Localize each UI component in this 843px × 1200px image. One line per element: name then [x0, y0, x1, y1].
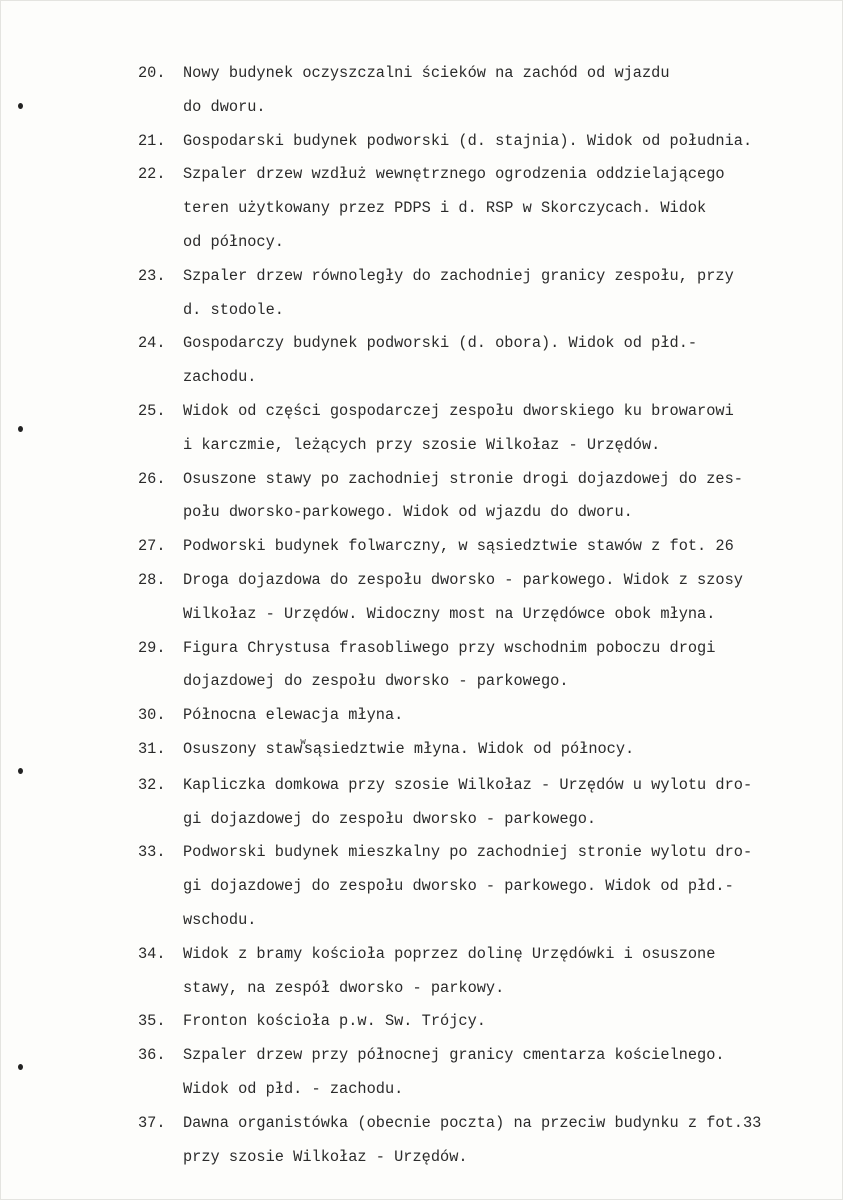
list-item — [138, 938, 828, 1006]
list-item — [138, 699, 828, 733]
handwritten-insertion: w — [300, 736, 306, 747]
list-item — [138, 530, 828, 564]
item-text-line: Gospodarczy budynek podworski (d. obora). Widok od płd.- — [183, 334, 698, 353]
item-number: 22. — [138, 165, 166, 184]
item-number: 23. — [138, 266, 166, 285]
item-text-line: stawy, na zespół dworsko - parkowy. — [183, 978, 505, 997]
list-item — [138, 733, 828, 769]
margin-dot-4 — [18, 1064, 23, 1070]
list-item — [138, 260, 828, 328]
item-number: 28. — [138, 570, 166, 589]
item-text-line: zachodu. — [183, 368, 257, 387]
item-number: 33. — [138, 843, 166, 862]
item-text-part: Osuszony staw — [183, 739, 303, 758]
list-item — [138, 564, 828, 632]
item-text-line: przy szosie Wilkołaz - Urzędów. — [183, 1147, 468, 1166]
list-item — [138, 327, 828, 395]
list-item — [138, 158, 828, 259]
item-text-line: Nowy budynek oczyszczalni ścieków na zachód od wjazdu — [183, 64, 670, 82]
item-text-line: Szpaler drzew wzdłuż wewnętrznego ogrodzenia oddzielającego — [183, 165, 725, 184]
item-text-line: do dworu. — [183, 97, 266, 116]
item-number: 27. — [138, 537, 166, 556]
item-text-part: sąsiedztwie młyna. Widok od północy. — [303, 739, 635, 758]
item-number: 37. — [138, 1113, 166, 1132]
item-text-line: gi dojazdowej do zespołu dworsko - parkowego. — [183, 809, 597, 828]
item-text-line: i karczmie, leżących przy szosie Wilkołaz - Urzędów. — [183, 435, 661, 454]
list-item — [138, 1039, 828, 1107]
item-text-line: połu dworsko-parkowego. Widok od wjazdu do dworu. — [183, 503, 633, 522]
item-text-line: Dawna organistówka (obecnie poczta) na przeciw budynku z fot.33 — [183, 1113, 762, 1132]
item-text-line: Widok z bramy kościoła poprzez dolinę Urzędówki i osuszone — [183, 944, 716, 963]
margin-dot-1 — [18, 103, 23, 109]
item-text-line: Droga dojazdowa do zespołu dworsko - parkowego. Widok z szosy — [183, 570, 743, 589]
item-text-line: Północna elewacja młyna. — [183, 706, 404, 725]
item-text-line — [183, 733, 828, 769]
item-text-line: Figura Chrystusa frasobliwego przy wschodnim poboczu drogi — [183, 638, 716, 657]
item-text-line: gi dojazdowej do zespołu dworsko - parkowego. Widok od płd.- — [183, 877, 734, 896]
item-number: 29. — [138, 638, 166, 657]
item-text-line: teren użytkowany przez PDPS i d. RSP w Skorczycach. Widok — [183, 199, 707, 218]
item-number: 25. — [138, 401, 166, 420]
item-text-line: Gospodarski budynek podworski (d. stajnia). Widok od południa. — [183, 131, 753, 150]
item-text-line: Wilkołaz - Urzędów. Widoczny most na Urzędówce obok młyna. — [183, 604, 716, 623]
item-number: 21. — [138, 131, 166, 150]
list-item — [138, 125, 828, 159]
item-text-line: Osuszone stawy po zachodniej stronie drogi dojazdowej do zes- — [183, 469, 743, 488]
list-item — [138, 632, 828, 700]
list-item — [138, 769, 828, 837]
item-text-line: Szpaler drzew równoległy do zachodniej granicy zespołu, przy — [183, 266, 734, 285]
item-number: 32. — [138, 775, 166, 794]
item-number: 30. — [138, 706, 166, 725]
item-text-line: wschodu. — [183, 910, 257, 929]
item-number: 20. — [138, 64, 166, 82]
list-item — [138, 395, 828, 463]
item-number: 24. — [138, 334, 166, 353]
item-text-line: od północy. — [183, 232, 284, 251]
item-text-line: Widok od płd. - zachodu. — [183, 1079, 404, 1098]
item-number: 31. — [138, 739, 166, 758]
item-text-line: Fronton kościoła p.w. Sw. Trójcy. — [183, 1012, 486, 1031]
item-text-line: dojazdowej do zespołu dworsko - parkowego. — [183, 672, 569, 691]
item-number: 35. — [138, 1012, 166, 1031]
margin-dot-2 — [18, 426, 23, 432]
item-text-line: d. stodole. — [183, 300, 284, 319]
item-text-line: Widok od części gospodarczej zespołu dworskiego ku browarowi — [183, 401, 734, 420]
list-item — [138, 1107, 828, 1175]
photo-caption-list — [138, 57, 828, 1174]
item-number: 26. — [138, 469, 166, 488]
item-number: 36. — [138, 1046, 166, 1065]
item-text-line: Kapliczka domkowa przy szosie Wilkołaz - Urzędów u wylotu dro- — [183, 775, 753, 794]
item-text-line: Szpaler drzew przy północnej granicy cmentarza kościelnego. — [183, 1046, 725, 1065]
item-text-line: Podworski budynek folwarczny, w sąsiedztwie stawów z fot. 26 — [183, 537, 734, 556]
item-text-line: Podworski budynek mieszkalny po zachodniej stronie wylotu dro- — [183, 843, 753, 862]
item-number: 34. — [138, 944, 166, 963]
margin-dot-3 — [18, 768, 23, 774]
list-item — [138, 836, 828, 937]
list-item — [138, 1005, 828, 1039]
list-item — [138, 463, 828, 531]
list-item — [138, 57, 828, 125]
